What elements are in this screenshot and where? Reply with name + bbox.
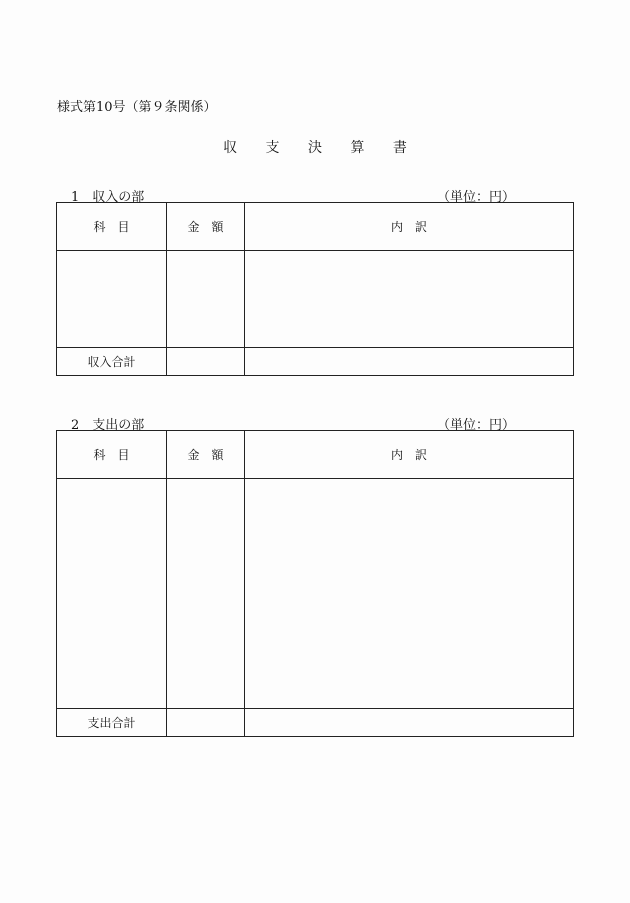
income-total-row <box>57 348 574 376</box>
expense-header-detail: 内 訳 <box>245 431 574 479</box>
income-header-item: 科 目 <box>57 203 167 251</box>
expense-total-row <box>57 709 574 737</box>
income-total-amount-cell[interactable] <box>167 348 245 376</box>
expense-amount-cell[interactable] <box>167 479 245 709</box>
income-total-detail-cell[interactable] <box>245 348 574 376</box>
income-item-cell[interactable] <box>57 251 167 348</box>
expense-item-cell[interactable] <box>57 479 167 709</box>
form-number: 様式第10号（第９条関係） <box>57 100 217 115</box>
income-amount-cell[interactable] <box>167 251 245 348</box>
expense-detail-cell[interactable] <box>245 479 574 709</box>
expense-header-item: 科 目 <box>57 431 167 479</box>
income-header-row <box>57 203 574 251</box>
document-title: 収 支 決 算 書 <box>223 140 419 156</box>
income-table <box>56 202 574 376</box>
expense-unit-label: （単位：円） <box>436 418 515 433</box>
expense-total-detail-cell[interactable] <box>245 709 574 737</box>
expense-total-amount-cell[interactable] <box>167 709 245 737</box>
income-body-row <box>57 251 574 348</box>
income-total-label: 収入合計 <box>57 348 167 376</box>
income-detail-cell[interactable] <box>245 251 574 348</box>
income-header-amount: 金 額 <box>167 203 245 251</box>
income-section-label: 1 収入の部 <box>71 190 145 205</box>
expense-section-label: 2 支出の部 <box>71 418 145 433</box>
expense-header-row <box>57 431 574 479</box>
income-header-detail: 内 訳 <box>245 203 574 251</box>
expense-header-amount: 金 額 <box>167 431 245 479</box>
expense-table <box>56 430 574 737</box>
income-unit-label: （単位：円） <box>436 190 515 205</box>
expense-body-row <box>57 479 574 709</box>
expense-total-label: 支出合計 <box>57 709 167 737</box>
